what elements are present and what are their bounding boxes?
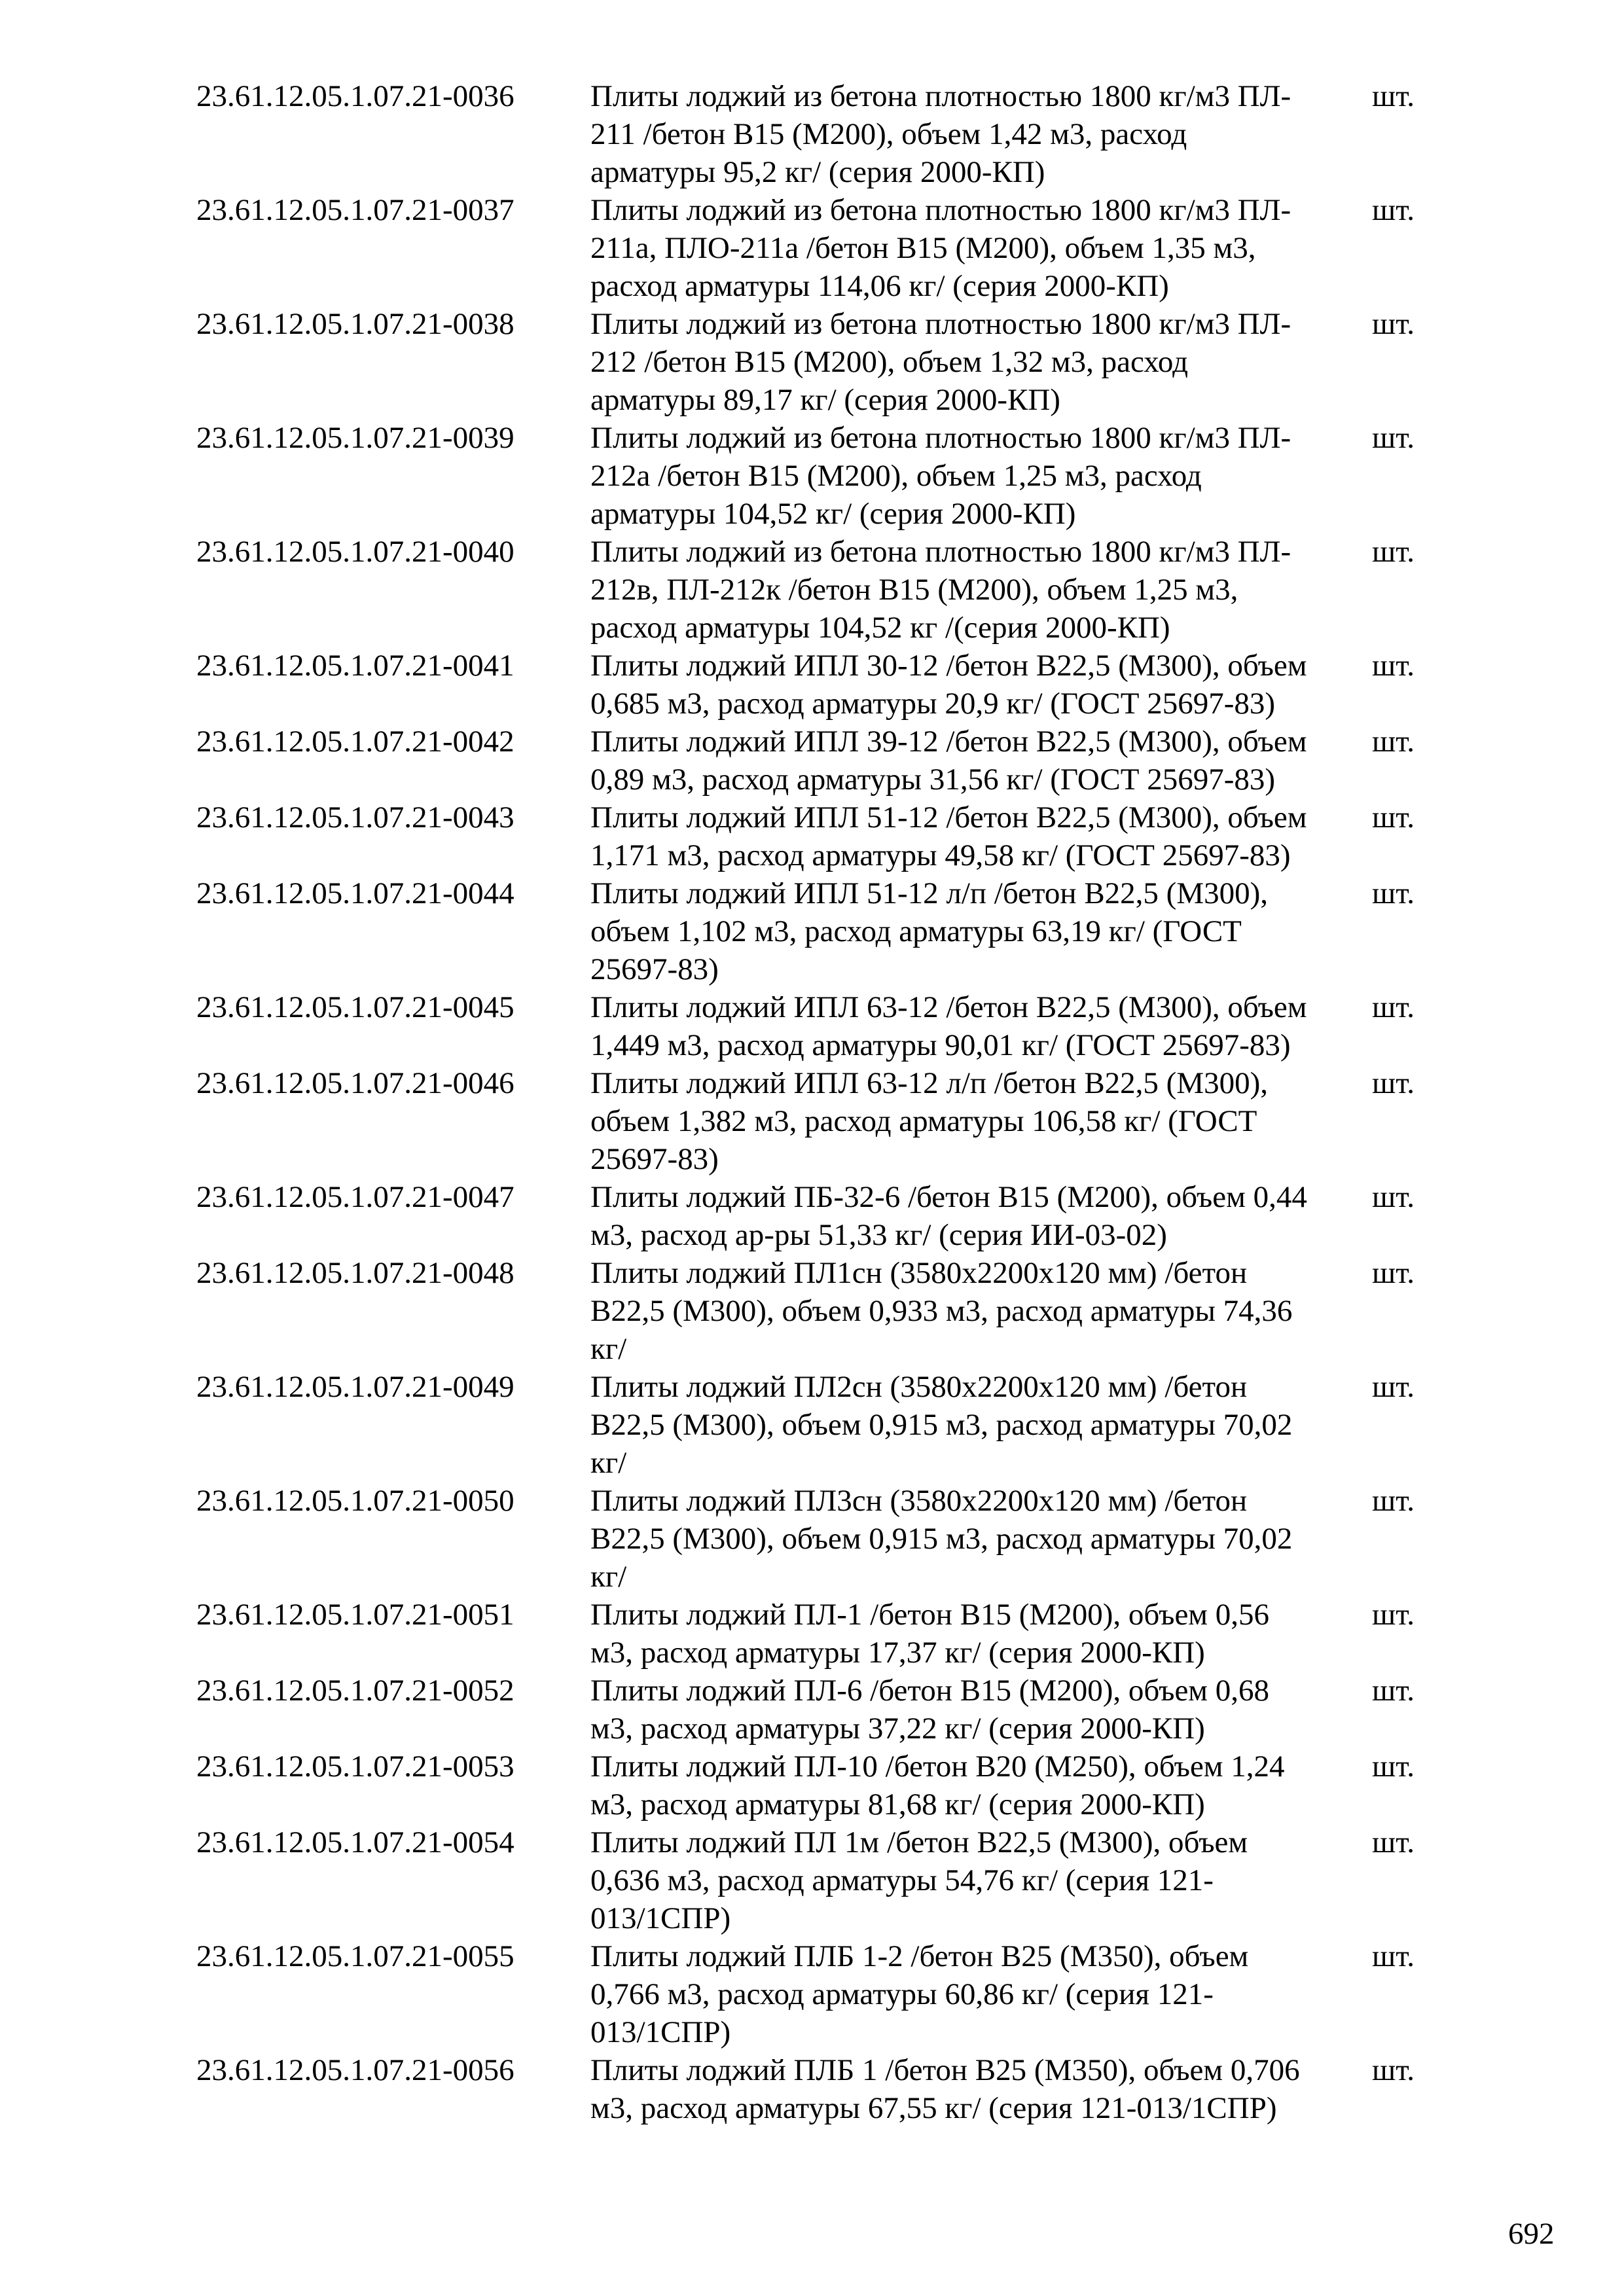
list-item (196, 1596, 1427, 1672)
description-line: Плиты лоджий из бетона плотностью 1800 кг/м3 ПЛ- (590, 535, 1291, 569)
description-line: м3, расход арматуры 81,68 кг/ (серия 2000-КП) (590, 1787, 1205, 1821)
description-line: кг/ (590, 1560, 627, 1594)
list-item (196, 1482, 1427, 1596)
description-line: 1,171 м3, расход арматуры 49,58 кг/ (ГОСТ 25697-83) (590, 838, 1291, 872)
item-description (590, 1368, 1367, 1482)
description-line: 0,685 м3, расход арматуры 20,9 кг/ (ГОСТ 25697-83) (590, 687, 1276, 721)
list-item (196, 1937, 1427, 2051)
item-description (590, 1064, 1367, 1178)
item-code: 23.61.12.05.1.07.21-0051 (196, 1598, 514, 1632)
description-line: 212а /бетон В15 (М200), объем 1,25 м3, расход (590, 459, 1202, 493)
description-line: Плиты лоджий ПЛ2сн (3580х2200х120 мм) /бетон (590, 1370, 1248, 1404)
item-unit: шт. (1372, 307, 1415, 341)
description-line: Плиты лоджий из бетона плотностью 1800 кг/м3 ПЛ- (590, 421, 1291, 455)
list-item (196, 1672, 1427, 1748)
item-code: 23.61.12.05.1.07.21-0039 (196, 421, 514, 455)
item-code: 23.61.12.05.1.07.21-0037 (196, 193, 514, 227)
item-description (590, 1937, 1367, 2051)
item-code: 23.61.12.05.1.07.21-0046 (196, 1066, 514, 1100)
description-line: арматуры 95,2 кг/ (серия 2000-КП) (590, 155, 1045, 189)
description-line: арматуры 89,17 кг/ (серия 2000-КП) (590, 383, 1060, 417)
item-code: 23.61.12.05.1.07.21-0052 (196, 1674, 514, 1708)
description-line: Плиты лоджий ПЛ3сн (3580х2200х120 мм) /бетон (590, 1484, 1248, 1518)
item-unit: шт. (1372, 876, 1415, 910)
item-unit: шт. (1372, 1939, 1415, 1973)
price-list (196, 77, 1427, 2127)
item-description (590, 1748, 1367, 1823)
item-unit: шт. (1372, 725, 1415, 759)
list-item (196, 1178, 1427, 1254)
description-line: В22,5 (М300), объем 0,915 м3, расход арматуры 70,02 (590, 1522, 1293, 1556)
description-line: Плиты лоджий из бетона плотностью 1800 кг/м3 ПЛ- (590, 307, 1291, 341)
item-unit: шт. (1372, 535, 1415, 569)
description-line: Плиты лоджий ПЛ-1 /бетон В15 (М200), объем 0,56 (590, 1598, 1270, 1632)
item-description (590, 1823, 1367, 1937)
item-unit: шт. (1372, 193, 1415, 227)
list-item (196, 798, 1427, 874)
item-code: 23.61.12.05.1.07.21-0044 (196, 876, 514, 910)
item-code: 23.61.12.05.1.07.21-0056 (196, 2053, 514, 2087)
list-item (196, 723, 1427, 798)
item-description (590, 1482, 1367, 1596)
item-description (590, 1596, 1367, 1672)
page-number: 692 (1508, 2217, 1555, 2251)
description-line: 25697-83) (590, 952, 719, 986)
item-code: 23.61.12.05.1.07.21-0048 (196, 1256, 514, 1290)
list-item (196, 305, 1427, 419)
description-line: кг/ (590, 1446, 627, 1480)
list-item (196, 988, 1427, 1064)
description-line: м3, расход арматуры 17,37 кг/ (серия 2000-КП) (590, 1636, 1205, 1670)
item-unit: шт. (1372, 1370, 1415, 1404)
list-item (196, 1254, 1427, 1368)
item-unit: шт. (1372, 1749, 1415, 1784)
item-unit: шт. (1372, 1484, 1415, 1518)
description-line: Плиты лоджий ИПЛ 51-12 л/п /бетон В22,5 (М300), (590, 876, 1269, 910)
item-description (590, 798, 1367, 874)
description-line: Плиты лоджий ПЛ-6 /бетон В15 (М200), объем 0,68 (590, 1674, 1270, 1708)
item-code: 23.61.12.05.1.07.21-0043 (196, 800, 514, 834)
description-line: Плиты лоджий ИПЛ 39-12 /бетон В22,5 (М300), объем (590, 725, 1307, 759)
item-description (590, 1672, 1367, 1748)
description-line: Плиты лоджий ПЛ-10 /бетон В20 (М250), объем 1,24 (590, 1749, 1285, 1784)
description-line: 211 /бетон В15 (М200), объем 1,42 м3, расход (590, 117, 1187, 151)
description-line: м3, расход ар-ры 51,33 кг/ (серия ИИ-03-02) (590, 1218, 1167, 1252)
item-code: 23.61.12.05.1.07.21-0038 (196, 307, 514, 341)
description-line: 0,766 м3, расход арматуры 60,86 кг/ (серия 121- (590, 1977, 1214, 2011)
item-code: 23.61.12.05.1.07.21-0036 (196, 79, 514, 113)
description-line: Плиты лоджий ПЛ 1м /бетон В22,5 (М300), объем (590, 1825, 1248, 1859)
item-unit: шт. (1372, 1180, 1415, 1214)
description-line: 013/1СПР) (590, 1901, 731, 1935)
description-line: Плиты лоджий ПЛ1сн (3580х2200х120 мм) /бетон (590, 1256, 1248, 1290)
description-line: Плиты лоджий ПБ-32-6 /бетон В15 (М200), объем 0,44 (590, 1180, 1307, 1214)
item-unit: шт. (1372, 1256, 1415, 1290)
item-unit: шт. (1372, 1674, 1415, 1708)
list-item (196, 2051, 1427, 2127)
item-description (590, 723, 1367, 798)
item-code: 23.61.12.05.1.07.21-0055 (196, 1939, 514, 1973)
description-line: Плиты лоджий ИПЛ 51-12 /бетон В22,5 (М300), объем (590, 800, 1307, 834)
description-line: арматуры 104,52 кг/ (серия 2000-КП) (590, 497, 1076, 531)
item-code: 23.61.12.05.1.07.21-0040 (196, 535, 514, 569)
description-line: Плиты лоджий из бетона плотностью 1800 кг/м3 ПЛ- (590, 79, 1291, 113)
item-code: 23.61.12.05.1.07.21-0041 (196, 649, 514, 683)
description-line: Плиты лоджий ИПЛ 30-12 /бетон В22,5 (М300), объем (590, 649, 1307, 683)
item-unit: шт. (1372, 649, 1415, 683)
description-line: В22,5 (М300), объем 0,915 м3, расход арматуры 70,02 (590, 1408, 1293, 1442)
item-unit: шт. (1372, 1598, 1415, 1632)
item-description (590, 191, 1367, 305)
item-unit: шт. (1372, 990, 1415, 1024)
description-line: расход арматуры 104,52 кг /(серия 2000-КП) (590, 611, 1170, 645)
description-line: Плиты лоджий из бетона плотностью 1800 кг/м3 ПЛ- (590, 193, 1291, 227)
list-item (196, 533, 1427, 647)
item-code: 23.61.12.05.1.07.21-0054 (196, 1825, 514, 1859)
item-unit: шт. (1372, 79, 1415, 113)
item-description (590, 305, 1367, 419)
item-description (590, 2051, 1367, 2127)
item-unit: шт. (1372, 421, 1415, 455)
item-unit: шт. (1372, 2053, 1415, 2087)
list-item (196, 1748, 1427, 1823)
description-line: м3, расход арматуры 67,55 кг/ (серия 121-013/1СПР) (590, 2091, 1277, 2125)
description-line: 0,89 м3, расход арматуры 31,56 кг/ (ГОСТ 25697-83) (590, 762, 1276, 797)
description-line: объем 1,382 м3, расход арматуры 106,58 кг/ (ГОСТ (590, 1104, 1257, 1138)
description-line: Плиты лоджий ПЛБ 1-2 /бетон В25 (М350), объем (590, 1939, 1249, 1973)
list-item (196, 419, 1427, 533)
list-item (196, 874, 1427, 988)
description-line: м3, расход арматуры 37,22 кг/ (серия 2000-КП) (590, 1712, 1205, 1746)
description-line: 0,636 м3, расход арматуры 54,76 кг/ (серия 121- (590, 1863, 1214, 1897)
description-line: 212 /бетон В15 (М200), объем 1,32 м3, расход (590, 345, 1188, 379)
description-line: Плиты лоджий ИПЛ 63-12 /бетон В22,5 (М300), объем (590, 990, 1307, 1024)
list-item (196, 1823, 1427, 1937)
item-description (590, 77, 1367, 191)
item-description (590, 874, 1367, 988)
description-line: 212в, ПЛ-212к /бетон В15 (М200), объем 1,25 м3, (590, 573, 1238, 607)
item-description (590, 1254, 1367, 1368)
description-line: 013/1СПР) (590, 2015, 731, 2049)
item-description (590, 988, 1367, 1064)
item-code: 23.61.12.05.1.07.21-0042 (196, 725, 514, 759)
description-line: кг/ (590, 1332, 627, 1366)
list-item (196, 647, 1427, 723)
item-unit: шт. (1372, 1825, 1415, 1859)
list-item (196, 77, 1427, 191)
item-code: 23.61.12.05.1.07.21-0049 (196, 1370, 514, 1404)
item-code: 23.61.12.05.1.07.21-0050 (196, 1484, 514, 1518)
description-line: Плиты лоджий ИПЛ 63-12 л/п /бетон В22,5 (М300), (590, 1066, 1269, 1100)
description-line: 211а, ПЛО-211а /бетон В15 (М200), объем 1,35 м3, (590, 231, 1256, 265)
list-item (196, 1064, 1427, 1178)
description-line: Плиты лоджий ПЛБ 1 /бетон В25 (М350), объем 0,706 (590, 2053, 1300, 2087)
description-line: 25697-83) (590, 1142, 719, 1176)
item-description (590, 419, 1367, 533)
item-code: 23.61.12.05.1.07.21-0047 (196, 1180, 514, 1214)
description-line: В22,5 (М300), объем 0,933 м3, расход арматуры 74,36 (590, 1294, 1293, 1328)
item-description (590, 533, 1367, 647)
item-description (590, 647, 1367, 723)
item-unit: шт. (1372, 1066, 1415, 1100)
list-item (196, 191, 1427, 305)
item-code: 23.61.12.05.1.07.21-0053 (196, 1749, 514, 1784)
description-line: 1,449 м3, расход арматуры 90,01 кг/ (ГОСТ 25697-83) (590, 1028, 1291, 1062)
item-unit: шт. (1372, 800, 1415, 834)
list-item (196, 1368, 1427, 1482)
item-code: 23.61.12.05.1.07.21-0045 (196, 990, 514, 1024)
item-description (590, 1178, 1367, 1254)
description-line: расход арматуры 114,06 кг/ (серия 2000-КП) (590, 269, 1169, 303)
description-line: объем 1,102 м3, расход арматуры 63,19 кг/ (ГОСТ (590, 914, 1242, 948)
